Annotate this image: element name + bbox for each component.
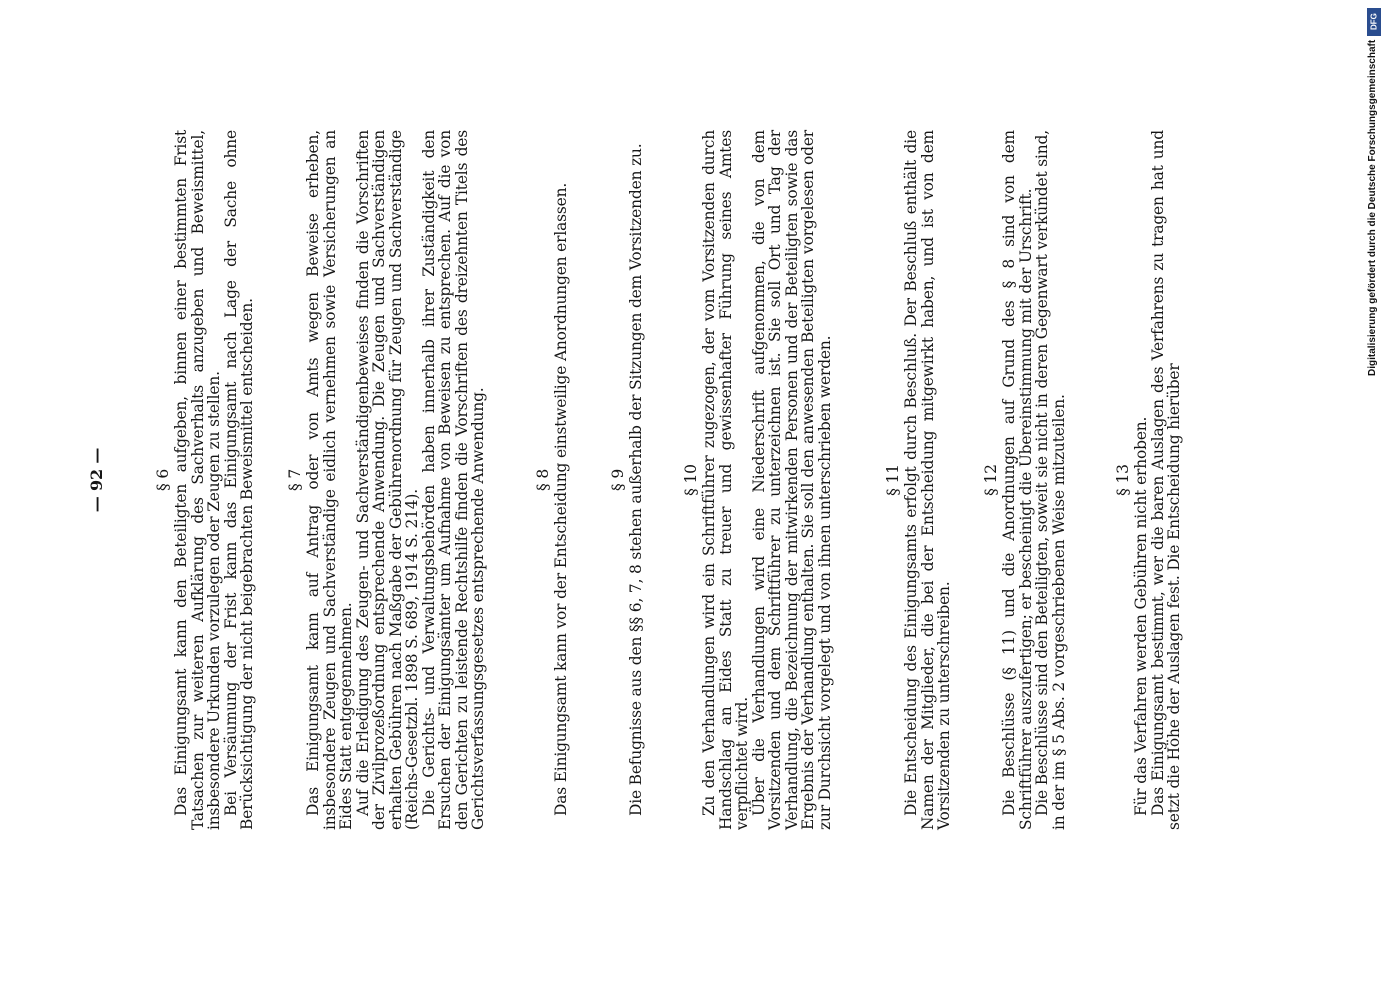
paragraph: Bei Versäumung der Frist kann das Einigungsamt nach Lage der Sache ohne Berücksichtigung der nicht beigebrachten Beweismittel entscheiden. [221, 130, 256, 830]
section-heading: § 8 [534, 468, 552, 492]
section-heading: § 6 [154, 468, 172, 492]
paragraph: Das Einigungsamt kann auf Antrag oder von Amts wegen Beweise erheben, insbesondere Zeugen und Sachverständige eidlich vernehmen sowie Versicherungen an Eides Statt entgegennehmen. [304, 130, 355, 830]
credit-text: Digitalisierung gefördert durch die Deutsche Forschungsgemeinschaft [1367, 40, 1378, 377]
paragraph: Die Beschlüsse (§ 11) und die Anordnungen auf Grund des § 8 sind von dem Schriftführer auszufertigen; er bescheinigt die Übereinstimmung mit der Urschrift. [1000, 130, 1035, 830]
page-number: — 92 — [87, 447, 106, 513]
rotated-document-page [87, 130, 1215, 830]
section-6 [155, 130, 256, 830]
section-heading: § 10 [682, 464, 700, 496]
section-9 [610, 130, 645, 830]
section-8 [535, 130, 570, 830]
paragraph: Auf die Erledigung des Zeugen- und Sachverständigenbeweises finden die Vorschriften der Zivilprozeßordnung entsprechende Anwendung. Die Zeugen und Sachverständigen erhalten Gebühren nach Maßgabe der Gebührenordnung für Zeugen und Sachverständige (Reichs-Gesetzbl. 1898 S. 689, 1914 S. 214). [353, 130, 421, 830]
section-heading: § 13 [1114, 464, 1132, 496]
section-7 [287, 130, 487, 830]
section-heading: § 9 [609, 468, 627, 492]
dfg-logo: DFG [1367, 8, 1381, 36]
paragraph: Über die Verhandlungen wird eine Niederschrift aufgenommen, die von dem Vorsitzenden und dem Schriftführer zu unterzeichnen ist. Sie soll Ort und Tag der Verhandlung, die Bezeichnung der mitwirkenden Personen und der Beteiligten sowie das Ergebnis der Verhandlung enthalten. Sie soll den anwesenden Beteiligten vorgelesen oder zur Durchsicht vorgelegt und von ihnen unterschrieben werden. [749, 130, 834, 830]
section-heading: § 11 [884, 464, 902, 496]
paragraph: Zu den Verhandlungen wird ein Schriftführer zugezogen, der vom Vorsitzenden durch Handschlag an Eides Statt zu treuer und gewissenhafter Führung seines Amtes verpflichtet wird. [700, 130, 751, 830]
paragraph: Die Befugnisse aus den §§ 6, 7, 8 stehen außerhalb der Sitzungen dem Vorsitzenden zu. [627, 143, 645, 816]
paragraph: Die Gerichts- und Verwaltungsbehörden haben innerhalb ihrer Zuständigkeit den Ersuchen der Einigungsämter um Aufnahme von Beweisen zu entsprechen. Auf die von den Gerichten zu leistende Rechtshilfe finden die Vorschriften des dreizehnten Titels des Gerichtsverfassungsgesetzes entsprechende Anwendung. [419, 130, 487, 830]
section-heading: § 12 [982, 464, 1000, 496]
paragraph: Die Entscheidung des Einigungsamts erfolgt durch Beschluß. Der Beschluß enthält die Namen der Mitglieder, die bei der Entscheidung mitgewirkt haben, und ist von dem Vorsitzenden zu unterschreiben. [902, 130, 953, 830]
paragraph: Für das Verfahren werden Gebühren nicht erhoben. [1132, 416, 1150, 816]
section-12 [983, 130, 1067, 830]
digitization-credit [1367, 8, 1381, 400]
paragraph: Das Einigungsamt kann vor der Entscheidung einstweilige Anordnungen erlassen. [552, 182, 570, 816]
paragraph: Das Einigungsamt kann den Beteiligten aufgeben, binnen einer bestimmten Frist Tatsachen zur weiteren Aufklärung des Sachverhalts anzugeben und Beweismittel, insbesondere Urkunden vorzulegen oder Zeugen zu stellen. [172, 130, 223, 830]
section-10 [683, 130, 833, 830]
section-heading: § 7 [286, 468, 304, 492]
section-13 [1115, 130, 1183, 830]
section-11 [885, 130, 953, 830]
paragraph: Die Beschlüsse sind den Beteiligten, soweit sie nicht in deren Gegenwart verkündet sind, in der im § 5 Abs. 2 vorgeschriebenen Weise mitzuteilen. [1033, 130, 1068, 830]
paragraph: Das Einigungsamt bestimmt, wer die baren Auslagen des Verfahrens zu tragen hat und setzt die Höhe der Auslagen fest. Die Entscheidung hierüber [1148, 130, 1183, 830]
